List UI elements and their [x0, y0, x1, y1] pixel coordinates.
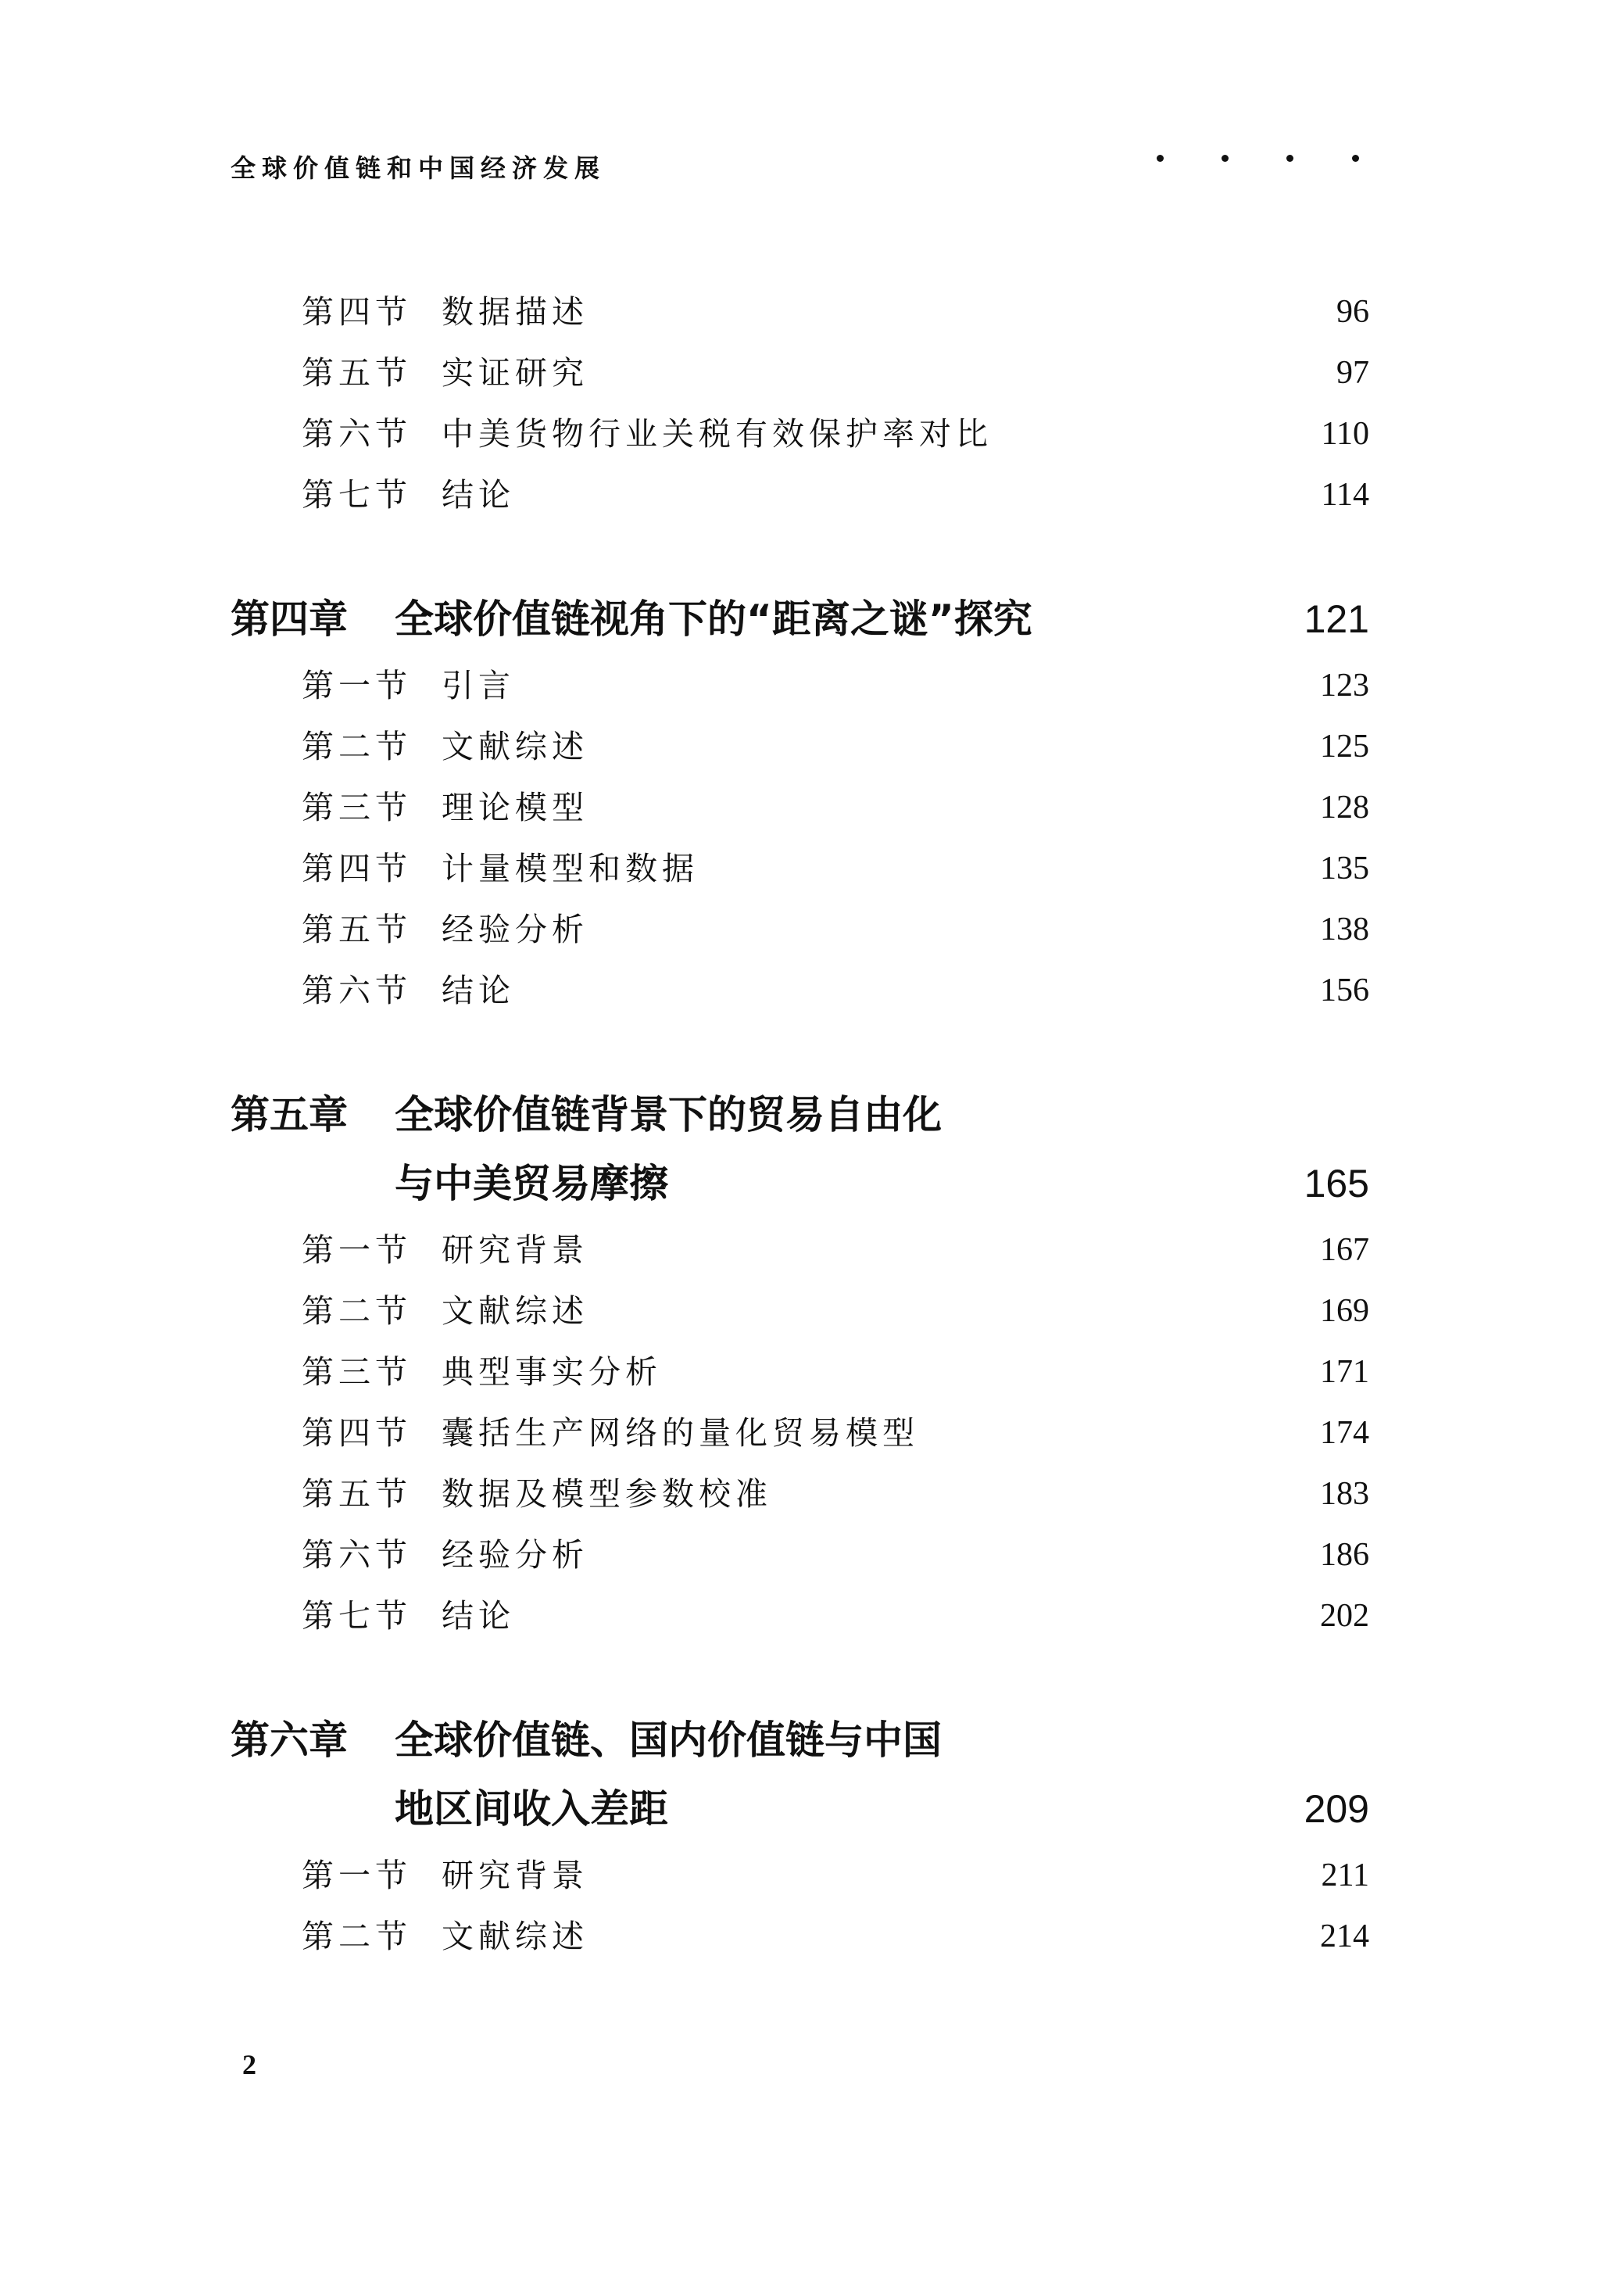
dot-icon — [1157, 155, 1164, 162]
section-page: 211 — [1321, 1857, 1369, 1893]
section-page: 135 — [1320, 851, 1369, 887]
toc-section-row — [0, 905, 1624, 954]
section-title: 结论 — [442, 1597, 515, 1635]
toc-section-row — [0, 1851, 1624, 1900]
section-page: 114 — [1321, 477, 1369, 513]
chapter-title-line2: 与中美贸易摩擦 — [395, 1161, 668, 1206]
section-title: 引言 — [442, 667, 515, 704]
chapter-page: 121 — [1304, 597, 1369, 641]
section-title: 文献综述 — [442, 1918, 588, 1955]
toc-section-row — [0, 844, 1624, 893]
section-title: 实证研究 — [442, 354, 588, 392]
section-number: 第五节 — [302, 354, 412, 392]
toc-section-row — [0, 1592, 1624, 1640]
section-number: 第二节 — [302, 1292, 412, 1330]
toc-section-row — [0, 1912, 1624, 1961]
section-title: 中美货物行业关税有效保护率对比 — [442, 415, 993, 453]
section-title: 数据描述 — [442, 293, 588, 331]
chapter-number: 第四章 — [231, 596, 348, 642]
chapter-title-line2: 地区间收入差距 — [395, 1786, 668, 1832]
section-page: 138 — [1320, 912, 1369, 947]
page-number: 2 — [242, 2049, 256, 2080]
section-page: 156 — [1320, 973, 1369, 1008]
section-number: 第二节 — [302, 1918, 412, 1955]
section-number: 第六节 — [302, 972, 412, 1009]
chapter-title-line1: 全球价值链、国内价值链与中国 — [395, 1718, 942, 1763]
toc-section-row — [0, 1287, 1624, 1335]
section-number: 第七节 — [302, 476, 412, 514]
header-decorative-dots — [1157, 139, 1379, 170]
chapter-page: 165 — [1304, 1162, 1369, 1205]
toc-section-row — [0, 288, 1624, 336]
toc-section-row — [0, 1226, 1624, 1274]
section-page: 171 — [1320, 1354, 1369, 1390]
section-number: 第三节 — [302, 1353, 412, 1391]
toc-section-row — [0, 966, 1624, 1015]
chapter-title: 全球价值链视角下的“距离之谜”探究 — [395, 596, 1032, 642]
section-title: 文献综述 — [442, 1292, 588, 1330]
section-page: 123 — [1320, 668, 1369, 704]
toc-section-row — [0, 722, 1624, 771]
toc-section-row — [0, 1409, 1624, 1457]
toc-chapter-row — [0, 1084, 1624, 1146]
toc-section-row — [0, 783, 1624, 832]
toc-chapter-row — [0, 1709, 1624, 1771]
section-page: 202 — [1320, 1598, 1369, 1634]
section-page: 96 — [1336, 294, 1369, 330]
chapter-page: 209 — [1304, 1787, 1369, 1831]
section-page: 214 — [1320, 1918, 1369, 1954]
chapter-number: 第六章 — [231, 1718, 348, 1763]
section-page: 167 — [1320, 1232, 1369, 1268]
toc-chapter-row-continued — [0, 1152, 1624, 1215]
section-number: 第四节 — [302, 1414, 412, 1452]
section-number: 第四节 — [302, 293, 412, 331]
section-number: 第四节 — [302, 850, 412, 887]
section-number: 第六节 — [302, 1536, 412, 1574]
section-title: 研究背景 — [442, 1231, 588, 1269]
section-number: 第七节 — [302, 1597, 412, 1635]
dot-icon — [1352, 155, 1359, 162]
section-title: 数据及模型参数校准 — [442, 1475, 772, 1513]
section-number: 第一节 — [302, 1231, 412, 1269]
toc-section-row — [0, 410, 1624, 458]
running-head-title: 全球价值链和中国经济发展 — [231, 153, 606, 183]
section-page: 110 — [1321, 416, 1369, 452]
section-title: 经验分析 — [442, 1536, 588, 1574]
dot-icon — [1222, 155, 1229, 162]
section-number: 第三节 — [302, 789, 412, 826]
toc-section-row — [0, 1531, 1624, 1579]
section-page: 169 — [1320, 1293, 1369, 1329]
section-title: 文献综述 — [442, 728, 588, 765]
section-page: 183 — [1320, 1476, 1369, 1512]
section-title: 结论 — [442, 972, 515, 1009]
toc-section-row — [0, 1470, 1624, 1518]
section-number: 第六节 — [302, 415, 412, 453]
toc-section-row — [0, 349, 1624, 397]
section-page: 128 — [1320, 790, 1369, 826]
dot-icon — [1286, 155, 1293, 162]
section-title: 典型事实分析 — [442, 1353, 662, 1391]
section-page: 186 — [1320, 1537, 1369, 1573]
section-number: 第一节 — [302, 667, 412, 704]
section-page: 174 — [1320, 1415, 1369, 1451]
toc-chapter-row — [0, 588, 1624, 650]
section-title: 理论模型 — [442, 789, 588, 826]
chapter-number: 第五章 — [231, 1092, 348, 1137]
section-page: 97 — [1336, 355, 1369, 391]
toc-section-row — [0, 661, 1624, 710]
chapter-title-line1: 全球价值链背景下的贸易自由化 — [395, 1092, 942, 1137]
toc-section-row — [0, 1348, 1624, 1396]
toc-section-row — [0, 471, 1624, 519]
section-number: 第五节 — [302, 911, 412, 948]
section-title: 计量模型和数据 — [442, 850, 699, 887]
section-title: 研究背景 — [442, 1857, 588, 1894]
section-number: 第五节 — [302, 1475, 412, 1513]
section-title: 结论 — [442, 476, 515, 514]
section-page: 125 — [1320, 729, 1369, 765]
section-title: 经验分析 — [442, 911, 588, 948]
toc-chapter-row-continued — [0, 1778, 1624, 1840]
section-title: 囊括生产网络的量化贸易模型 — [442, 1414, 919, 1452]
section-number: 第二节 — [302, 728, 412, 765]
section-number: 第一节 — [302, 1857, 412, 1894]
